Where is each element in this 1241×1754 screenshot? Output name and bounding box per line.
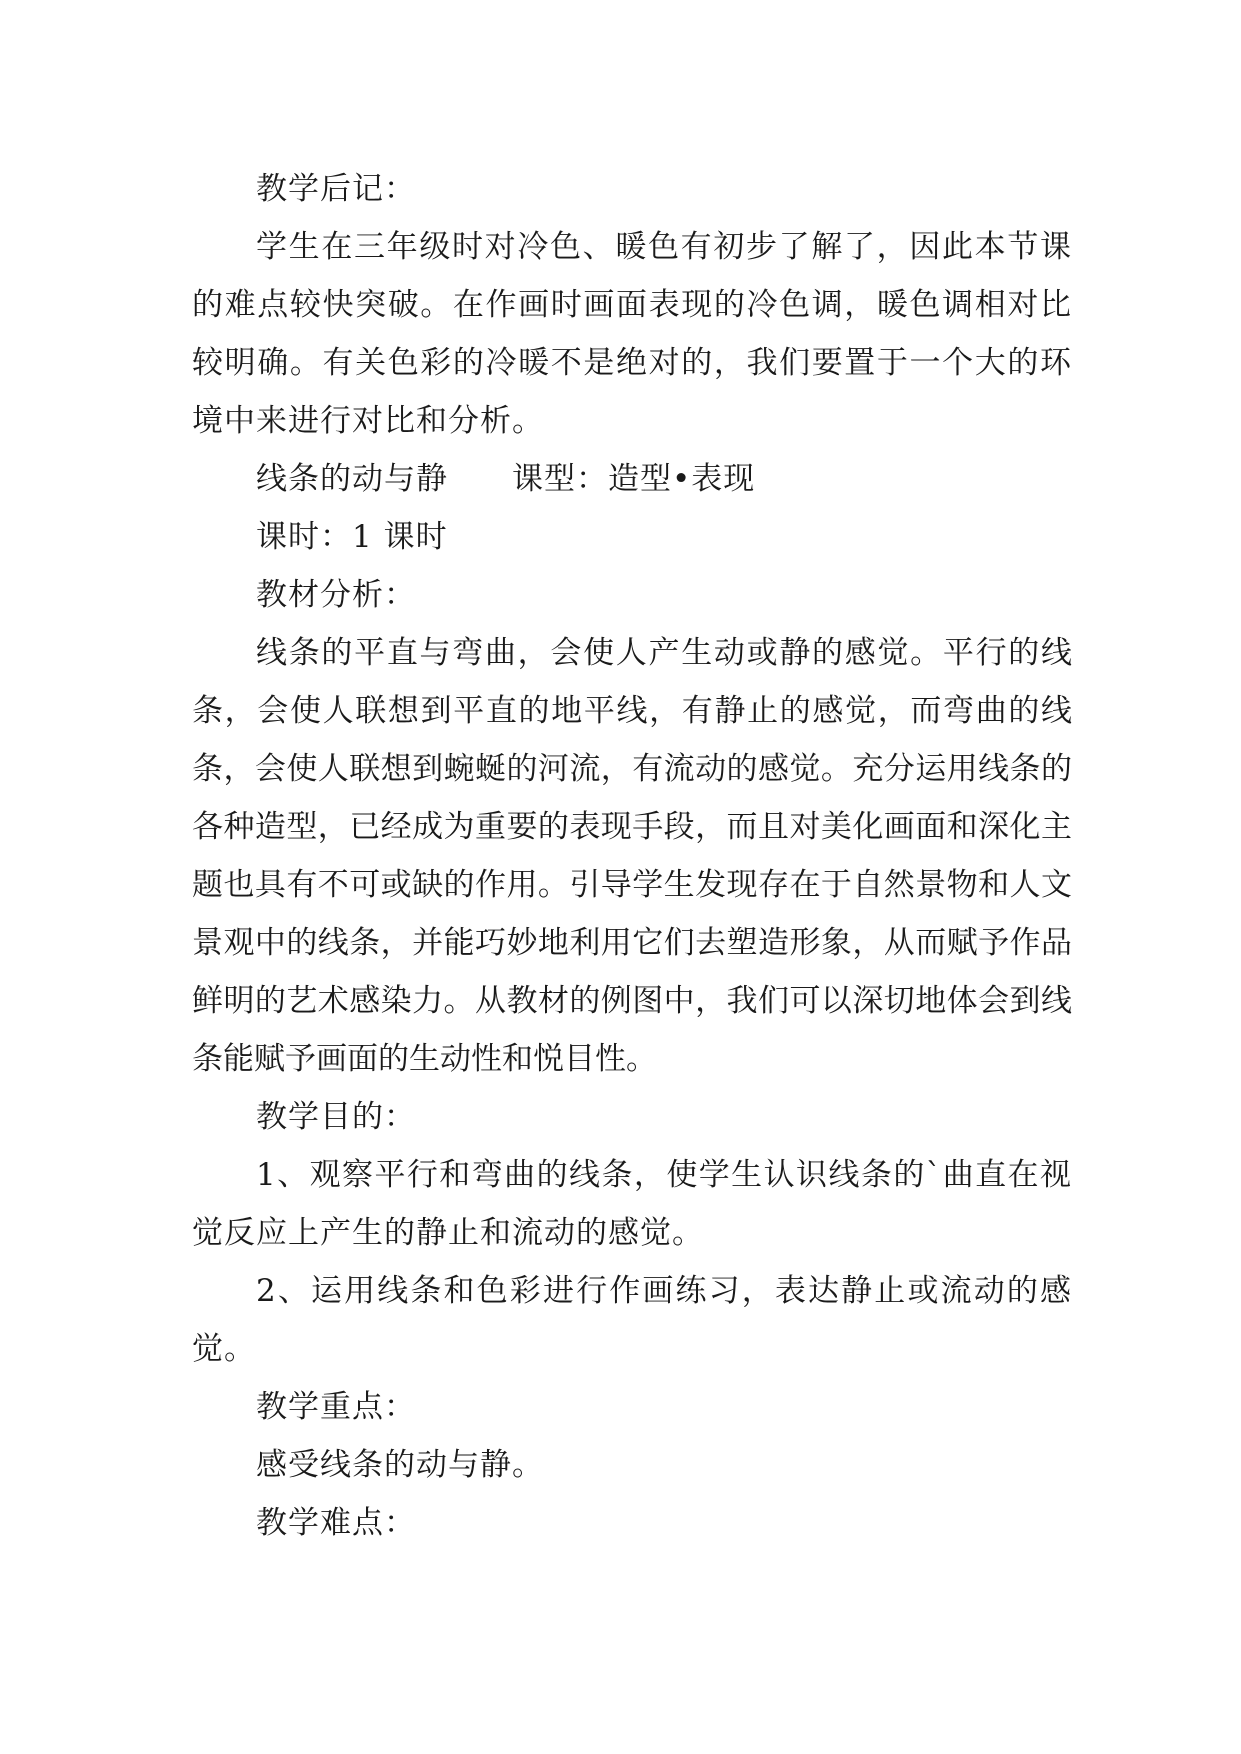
paragraph-material-analysis: 线条的平直与弯曲，会使人产生动或静的感觉。平行的线条，会使人联想到平直的地平线，有静止的感觉，而弯曲的线条，会使人联想到蜿蜒的河流，有流动的感觉。充分运用线条的各种造型，已经成为重要的表现手段，而且对美化画面和深化主题也具有不可或缺的作用。引导学生发现存在于自然景物和人文景观中的线条，并能巧妙地利用它们去塑造形象，从而赋予作品鲜明的艺术感染力。从教材的例图中，我们可以深切地体会到线条能赋予画面的生动性和悦目性。: [192, 635, 1072, 1077]
paragraph-teaching-focus: 感受线条的动与静。: [256, 1447, 544, 1483]
heading-teaching-goals: 教学目的：: [256, 1099, 416, 1135]
goal-item-1: 1、观察平行和弯曲的线条，使学生认识线条的`曲直在视觉反应上产生的静止和流动的感觉。: [192, 1157, 1072, 1251]
heading-teaching-focus: 教学重点：: [256, 1389, 416, 1425]
document-body: [192, 160, 1072, 1552]
goal-item-2: 2、运用线条和色彩进行作画练习，表达静止或流动的感觉。: [192, 1273, 1072, 1367]
heading-teaching-notes: 教学后记：: [256, 171, 416, 207]
heading-teaching-difficulty: 教学难点：: [256, 1505, 416, 1541]
heading-material-analysis: 教材分析：: [256, 577, 416, 613]
lesson-duration: 课时：1 课时: [256, 519, 448, 555]
paragraph-teaching-notes: 学生在三年级时对冷色、暖色有初步了解了，因此本节课的难点较快突破。在作画时画面表现的冷色调，暖色调相对比较明确。有关色彩的冷暖不是绝对的，我们要置于一个大的环境中来进行对比和分析。: [192, 229, 1072, 439]
lesson-title-and-type: 线条的动与静 课型：造型•表现: [256, 461, 756, 497]
